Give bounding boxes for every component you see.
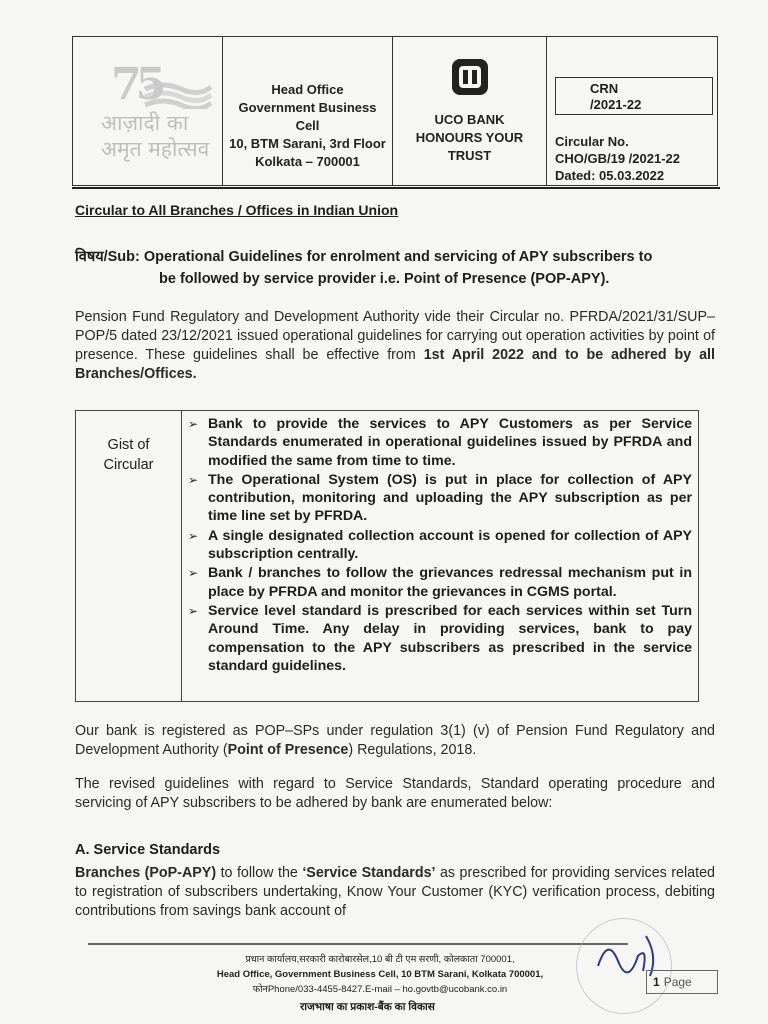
gist-list xyxy=(182,411,698,701)
office-line: Head Office xyxy=(271,82,344,97)
list-item-text: A single designated collection account is opened for collection of APY subscription centrally. xyxy=(208,527,692,563)
subject-line1: विषय/Sub: Operational Guidelines for enrolment and servicing of APY subscribers to xyxy=(75,249,653,265)
logo-75: 75 xyxy=(111,59,161,110)
circular-date: Dated: 05.03.2022 xyxy=(555,168,665,183)
section-a-heading: A. Service Standards xyxy=(75,842,221,858)
intro-paragraph xyxy=(75,308,715,384)
office-line: Cell xyxy=(295,118,320,133)
page-label: Page xyxy=(663,975,692,989)
list-item xyxy=(188,602,692,675)
crn-cell xyxy=(547,37,717,185)
para2-text-a: Our bank is registered as POP–SPs under regulation 3(1) (v) of Pension Fund Regulatory and Development Authority ( xyxy=(75,723,715,758)
gist-label-line2: Circular xyxy=(103,457,154,473)
list-item xyxy=(188,471,692,526)
registration-paragraph xyxy=(75,722,715,760)
gist-label-line1: Gist of xyxy=(107,437,150,453)
office-line: Government Business xyxy=(238,100,377,115)
arrow-icon: ➢ xyxy=(188,566,199,581)
crn-box xyxy=(555,77,713,115)
azadi-line2: अमृत महोत्सव xyxy=(101,137,210,161)
circular-title: Circular to All Branches / Offices in Indian Union xyxy=(75,202,399,218)
uco-line: HONOURS YOUR xyxy=(415,130,524,145)
intro-bold: 1st April 2022 and to be adhered by all Branches/Offices. xyxy=(75,347,716,382)
service-standards-paragraph xyxy=(75,864,715,921)
uco-line: UCO BANK xyxy=(434,112,505,127)
header-divider xyxy=(72,187,720,189)
crn-value: /2021-22 xyxy=(590,97,642,112)
gist-label xyxy=(76,411,182,701)
intro-text: Pension Fund Regulatory and Development Authority vide their Circular no. PFRDA/2021/31/SUP–POP/5 dated 23/12/2021 issued operational guidelines for carrying out operation activities by point of presence. These guidelines shall be effective from xyxy=(75,309,715,363)
circular-info xyxy=(555,133,680,184)
azadi-line1: आज़ादी का xyxy=(101,111,189,135)
footer-contact: फोनPhone/033-4455-8427.E-mail – ho.govtb@ucobank.co.in xyxy=(252,984,508,995)
para4-text-a: to follow the xyxy=(216,865,303,881)
footer-hindi-address: प्रधान कार्यालय,सरकारी कारोबारसेल,10 बी टी एम सरणी, कोलकाता 700001, xyxy=(245,954,515,965)
footer-divider xyxy=(88,943,628,945)
circular-no: CHO/GB/19 /2021-22 xyxy=(555,151,681,166)
arrow-icon: ➢ xyxy=(188,603,199,618)
para4-text-b: as prescribed for providing services related to registration of subscribers undertaking, Know Your Customer (KYC) verification process, debiting contributions from savings bank account of xyxy=(75,865,715,919)
page-number xyxy=(646,970,718,994)
footer-english-address: Head Office, Government Business Cell, 10 BTM Sarani, Kolkata 700001, xyxy=(216,969,544,980)
list-item xyxy=(188,564,692,601)
arrow-icon: ➢ xyxy=(188,528,199,543)
office-address xyxy=(223,37,393,185)
footer-address xyxy=(160,952,600,997)
para2-text-b: ) Regulations, 2018. xyxy=(348,742,477,758)
letterhead xyxy=(72,36,718,186)
list-item-text: Bank / branches to follow the grievances redressal mechanism put in place by PFRDA and monitor the grievances in CGMS portal. xyxy=(208,565,692,600)
list-item-text: Service level standard is prescribed for each services within set Turn Around Time. Any delay in providing services, bank to pay compensation to the APY subscribers as prescribed in the service standard guidelines. xyxy=(208,602,692,674)
footer-slogan: राजभाषा का प्रकाश-बैंक का विकास xyxy=(300,1001,435,1013)
uco-bank-logo-icon xyxy=(450,57,490,97)
para4-bold1: Branches (PoP-APY) xyxy=(75,865,217,881)
circular-no-label: Circular No. xyxy=(555,134,629,149)
azadi-logo xyxy=(73,37,223,185)
para4-bold2: ‘Service Standards’ xyxy=(302,865,436,881)
revised-guidelines-paragraph: The revised guidelines with regard to Service Standards, Standard operating procedure and servicing of APY subscribers to be adhered by bank are enumerated below: xyxy=(75,776,715,811)
page-number-value: 1 xyxy=(653,975,660,989)
subject-line2: be followed by service provider i.e. Point of Presence (POP-APY). xyxy=(159,271,610,287)
list-item-text: Bank to provide the services to APY Customers as per Service Standards enumerated in operational guidelines issued by PFRDA and modified the same from time to time. xyxy=(208,416,692,469)
list-item xyxy=(188,415,692,470)
list-item-text: The Operational System (OS) is put in place for collection of APY contribution, monitoring and uploading the APY subscription as per time line set by PFRDA. xyxy=(208,471,692,525)
arrow-icon: ➢ xyxy=(188,417,199,431)
uco-line: TRUST xyxy=(447,148,492,163)
office-line: 10, BTM Sarani, 3rd Floor xyxy=(229,136,386,151)
uco-logo-cell xyxy=(393,37,547,185)
subject xyxy=(75,246,715,290)
para2-bold: Point of Presence xyxy=(227,742,349,758)
office-line: Kolkata – 700001 xyxy=(255,154,360,169)
crn-label: CRN xyxy=(590,81,619,96)
list-item xyxy=(188,527,692,564)
gist-table xyxy=(75,410,699,702)
arrow-icon: ➢ xyxy=(188,472,199,487)
